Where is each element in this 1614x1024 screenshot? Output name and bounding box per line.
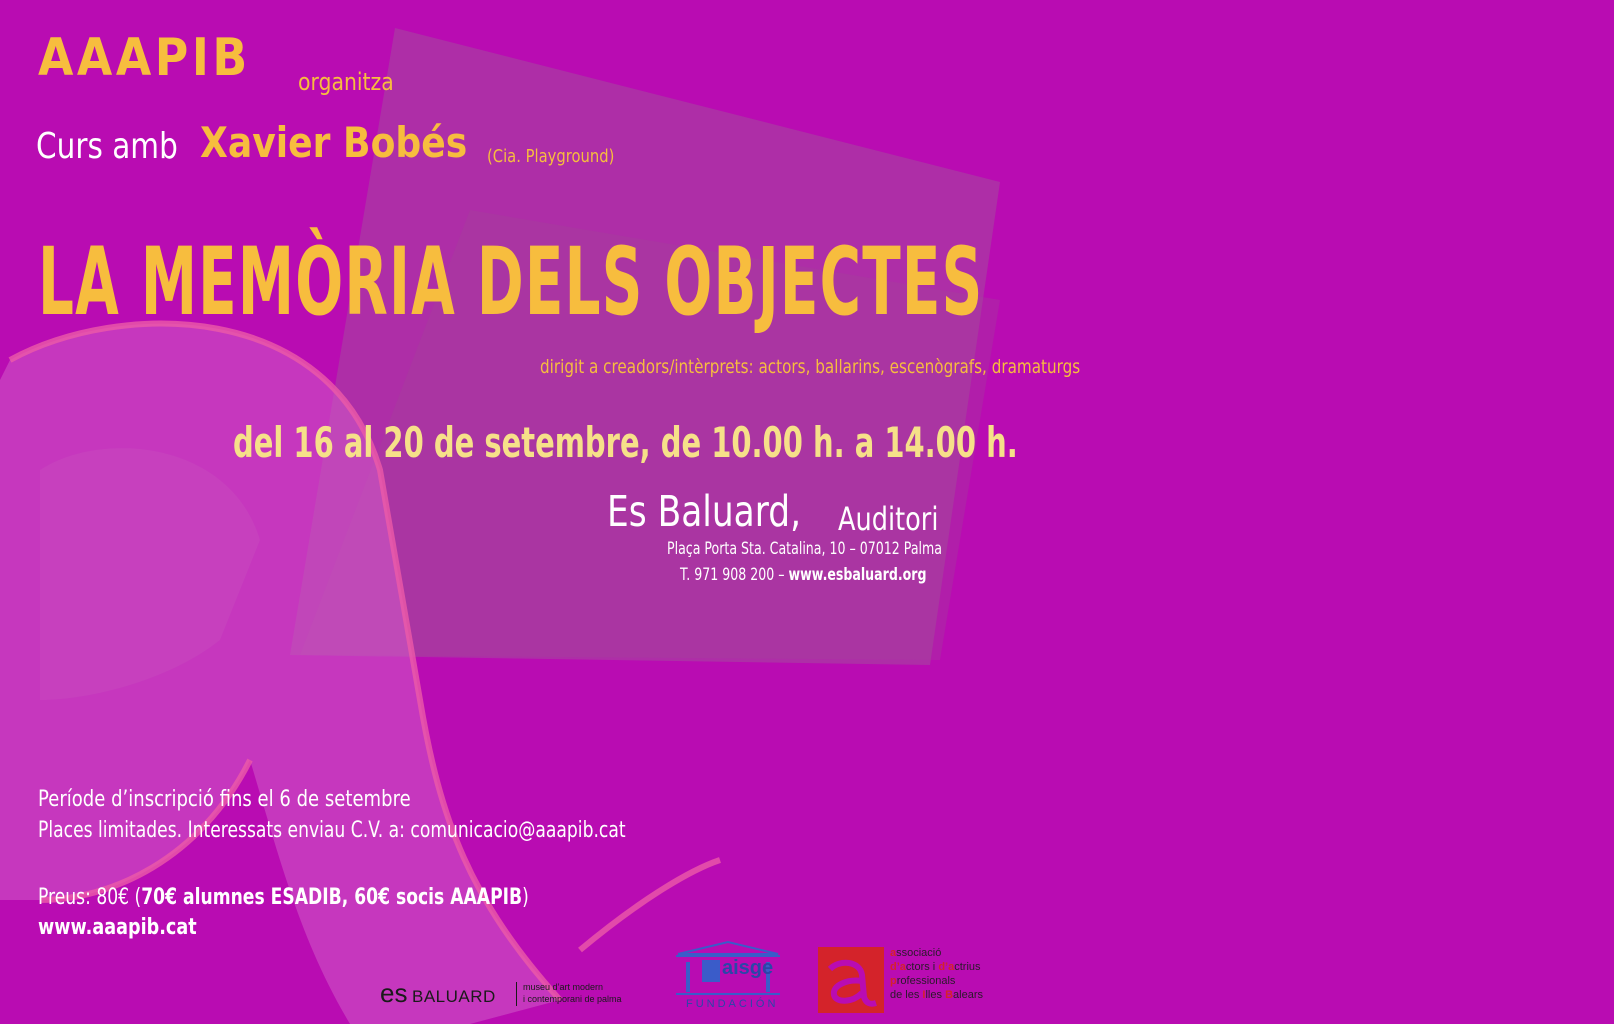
company-name: (Cia. Playground) (487, 146, 615, 167)
price-prefix: Preus: 80€ ( (38, 885, 142, 910)
venue-name: Es Baluard, (607, 487, 802, 537)
esbaluard-logo-line2: i contemporani de palma (523, 994, 622, 1004)
curs-amb-label: Curs amb (36, 126, 178, 167)
price-discounts: 70€ alumnes ESADIB, 60€ socis AAAPIB (141, 885, 523, 910)
registration-contact: Places limitades. Interessats enviau C.V. a: comunicacio@aaapib.cat (38, 818, 626, 843)
venue-room: Auditori (838, 500, 939, 538)
aaapib-logo-line2: ctors i (905, 961, 936, 973)
esbaluard-logo-line1: museu d’art modern (523, 982, 604, 992)
dates-text: del 16 al 20 de setembre, de 10.00 h. a 14.00 h. (233, 418, 1018, 467)
esbaluard-logo-divider (516, 982, 517, 1006)
org-name: AAAPIB (38, 28, 251, 88)
registration-period: Període d’inscripció fins el 6 de setembre (38, 787, 411, 812)
venue-address: Plaça Porta Sta. Catalina, 10 – 07012 Palma (667, 539, 942, 559)
venue-website-link[interactable]: www.esbaluard.org (788, 565, 927, 585)
aisge-logo-name: aisge (722, 957, 774, 979)
aaapib-logo-line1: ssociació (896, 947, 942, 959)
teacher-name: Xavier Bobés (200, 118, 468, 167)
aaapib-logo-line3: rofessionals (896, 975, 956, 987)
aaapib-logo-line4: de les (890, 989, 920, 1001)
aaapib-a-icon (818, 947, 884, 1013)
aaapib-logo-line2b: ctrius (954, 961, 981, 973)
audience-text: dirigit a creadors/intèrprets: actors, ballarins, escenògrafs, dramaturgs (540, 356, 1081, 378)
esbaluard-logo-es: es (380, 978, 408, 1008)
organitza-label: organitza (298, 68, 394, 96)
aisge-logo-fundacion: FUNDACIÓN (686, 998, 779, 1010)
venue-phone: T. 971 908 200 – (680, 565, 789, 585)
price-suffix: ) (522, 885, 529, 910)
esbaluard-logo-name: BALUARD (412, 987, 496, 1006)
aisge-fundacion-logo (672, 940, 792, 1015)
aaapib-logo-line4b: lles (925, 989, 942, 1001)
aaapib-logo-line4c: alears (953, 989, 983, 1001)
course-title: LA MEMÒRIA DELS OBJECTES (38, 228, 984, 337)
aaapib-logo-square (818, 947, 884, 1013)
aaapib-association-logo: associació d’actors i d’actrius professionals de les Illes Balears (818, 945, 1018, 1017)
aaapib-website-link[interactable]: www.aaapib.cat (38, 915, 197, 940)
